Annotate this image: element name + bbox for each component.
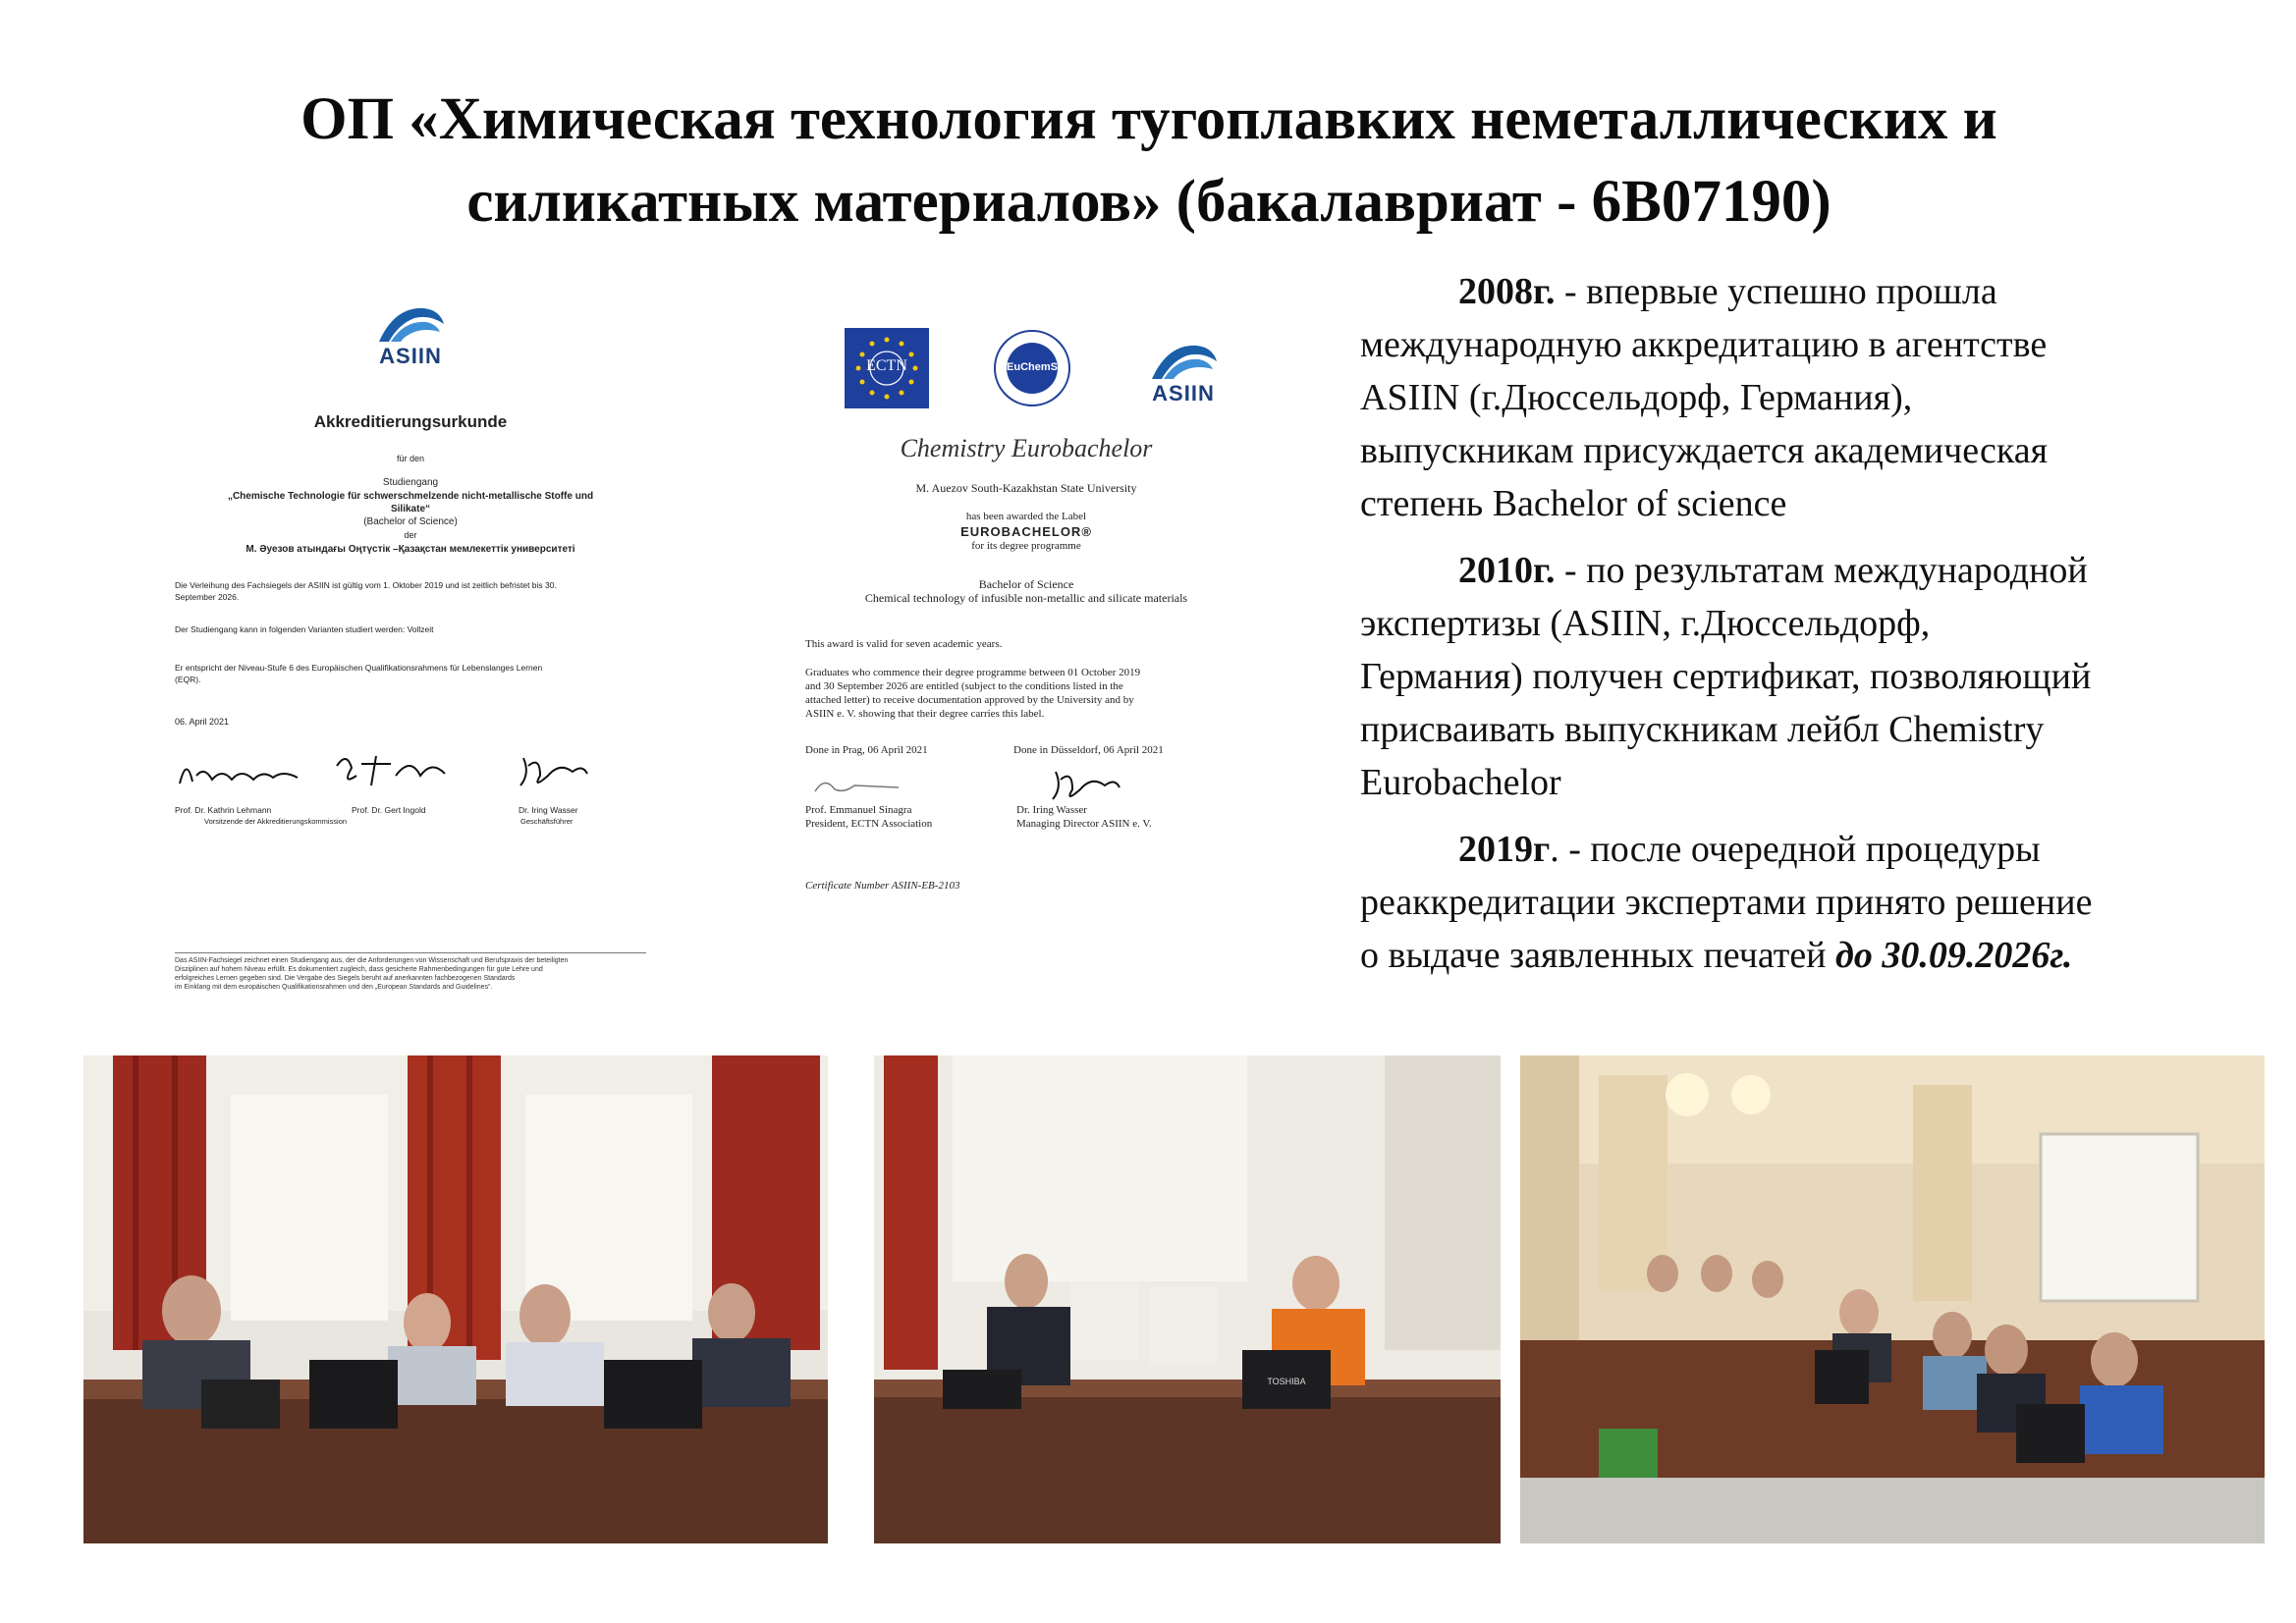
cert2-program: Chemical technology of infusible non-metallic and silicate materials [864, 591, 1188, 605]
ectn-logo: ECTN [845, 328, 929, 408]
year-2010: 2010г. [1458, 550, 1556, 591]
sig2-name: Prof. Dr. Gert Ingold [352, 805, 426, 815]
cert-validity: Die Verleihung des Fachsiegels der ASIIN ist gültig vom 1. Oktober 2019 und ist zeitlich befristet bis 30. September 2026. [175, 580, 557, 602]
photo-students-presentation [874, 1055, 1501, 1543]
sig1-role: Vorsitzende der Akkreditierungskommission [204, 817, 348, 826]
paragraph-2008: 2008г. - впервые успешно прошла международную аккредитацию в агентстве ASIIN (г.Дюссельдорф, Германия), выпускникам присуждается академическая степень Bachelor of science [1360, 271, 2049, 524]
euchems-logo: EuChemS [992, 328, 1072, 408]
paragraph-2010: 2010г. - по результатам международной экспертизы (ASIIN, г.Дюссельдорф, Германия) получен сертификат, позволяющий присваивать выпускникам лейбл Chemistry Eurobachelor [1360, 550, 2092, 803]
cert2-valid: This award is valid for seven academic years. [805, 638, 1003, 650]
cert-date: 06. April 2021 [175, 717, 230, 727]
eurobachelor-certificate [786, 324, 1267, 913]
cert-program-2: Silikate“ [390, 504, 431, 514]
asiin-logo: ASIIN [361, 302, 460, 371]
cert2-sig1: Prof. Emmanuel Sinagra President, ECTN Association [805, 804, 933, 830]
cert-der: der [404, 530, 417, 540]
cert2-university: M. Auezov South-Kazakhstan State University [915, 481, 1137, 495]
cert-program: „Chemische Technologie für schwerschmelzende nicht-metallische Stoffe und [227, 491, 594, 502]
cert2-signatures [805, 764, 1257, 803]
year-2019: 2019г [1458, 829, 1551, 870]
sig1-name: Prof. Dr. Kathrin Lehmann [175, 805, 272, 815]
paragraph-2019: 2019г. - после очередной процедуры реаккредитации экспертами принято решение о выдаче заявленных печатей до 30.09.2026г. [1360, 829, 2093, 976]
cert2-done-prag: Done in Prag, 06 April 2021 [805, 744, 928, 756]
sig3-name: Dr. Iring Wasser [519, 805, 578, 815]
cert-university: M. Әуезов атындағы Оңтүстік –Қазақстан мемлекеттік университеті [246, 544, 575, 555]
title-line-1: ОП «Химическая технология тугоплавких неметаллических и [301, 86, 1997, 152]
cert2-done-dus: Done in Düsseldorf, 06 April 2021 [1013, 744, 1164, 756]
accreditation-history [1360, 265, 2224, 996]
cert2-heading: Chemistry Eurobachelor [900, 434, 1153, 462]
asiin-wave-icon [1148, 340, 1219, 383]
cert2-for: for its degree programme [971, 540, 1081, 552]
cert-fuer: für den [396, 454, 425, 463]
cert-studiengang: Studiengang [382, 477, 439, 488]
cert2-label: EUROBACHELOR® [960, 524, 1092, 539]
cert-eqr: Er entspricht der Niveau-Stufe 6 des Europäischen Qualifikationsrahmens für Lebenslanges Lernen (EQR). [175, 663, 543, 684]
laptop-brand: TOSHIBA [1267, 1377, 1306, 1386]
cert2-number: Certificate Number ASIIN-EB-2103 [805, 880, 960, 892]
photo-conference-room [1520, 1055, 2265, 1543]
asiin-logo-2: ASIIN [1134, 340, 1232, 408]
cert-degree: (Bachelor of Science) [363, 516, 458, 527]
cert2-graduates: Graduates who commence their degree programme between 01 October 2019 and 30 September 2026 are entitled (subject to the conditions listed in the attached letter) to receive documentation approved by the University and by ASIIN e. V. showing that their degree carries this label. [805, 667, 1141, 720]
photo-expert-panel [83, 1055, 828, 1543]
photo-1-image [83, 1055, 828, 1543]
cert-heading: Akkreditierungsurkunde [313, 412, 508, 431]
cert-variants: Der Studiengang kann in folgenden Varianten studiert werden: Vollzeit [175, 624, 434, 634]
signatures [175, 746, 646, 795]
photo-2-image [874, 1055, 1501, 1543]
cert2-awarded: has been awarded the Label [965, 511, 1087, 522]
sig3-role: Geschäftsführer [520, 817, 574, 826]
asiin-wave-icon [375, 302, 446, 346]
footnote-divider [175, 952, 646, 953]
photo-3-image [1520, 1055, 2265, 1543]
cert2-sig2: Dr. Iring Wasser Managing Director ASIIN e. V. [1016, 804, 1152, 830]
deadline-date: до 30.09.2026г. [1835, 935, 2073, 976]
cert-footnote: Das ASIIN-Fachsiegel zeichnet einen Studiengang aus, der die Anforderungen von Wissenschaft und Berufspraxis der beteiligten Disziplinen auf hohem Niveau erfüllt. Es dokumentiert zugleich, dass gesicherte Rahmenbedingungen für gute Lehre und erfolgreiches Lernen gegeben sind. Die Vergabe des Siegels beruht auf anerkannten fachbezogenen Standards im Einklang mit dem europäischen Qualifikationsrahmen und den „European Standards and Guidelines“. [175, 957, 569, 991]
year-2008: 2008г. [1458, 271, 1556, 312]
asiin-certificate [165, 285, 656, 1011]
cert2-degree: Bachelor of Science [978, 577, 1074, 591]
page-title [118, 79, 2180, 243]
title-line-2: силикатных материалов» (бакалавриат - 6В07190) [466, 169, 1831, 235]
